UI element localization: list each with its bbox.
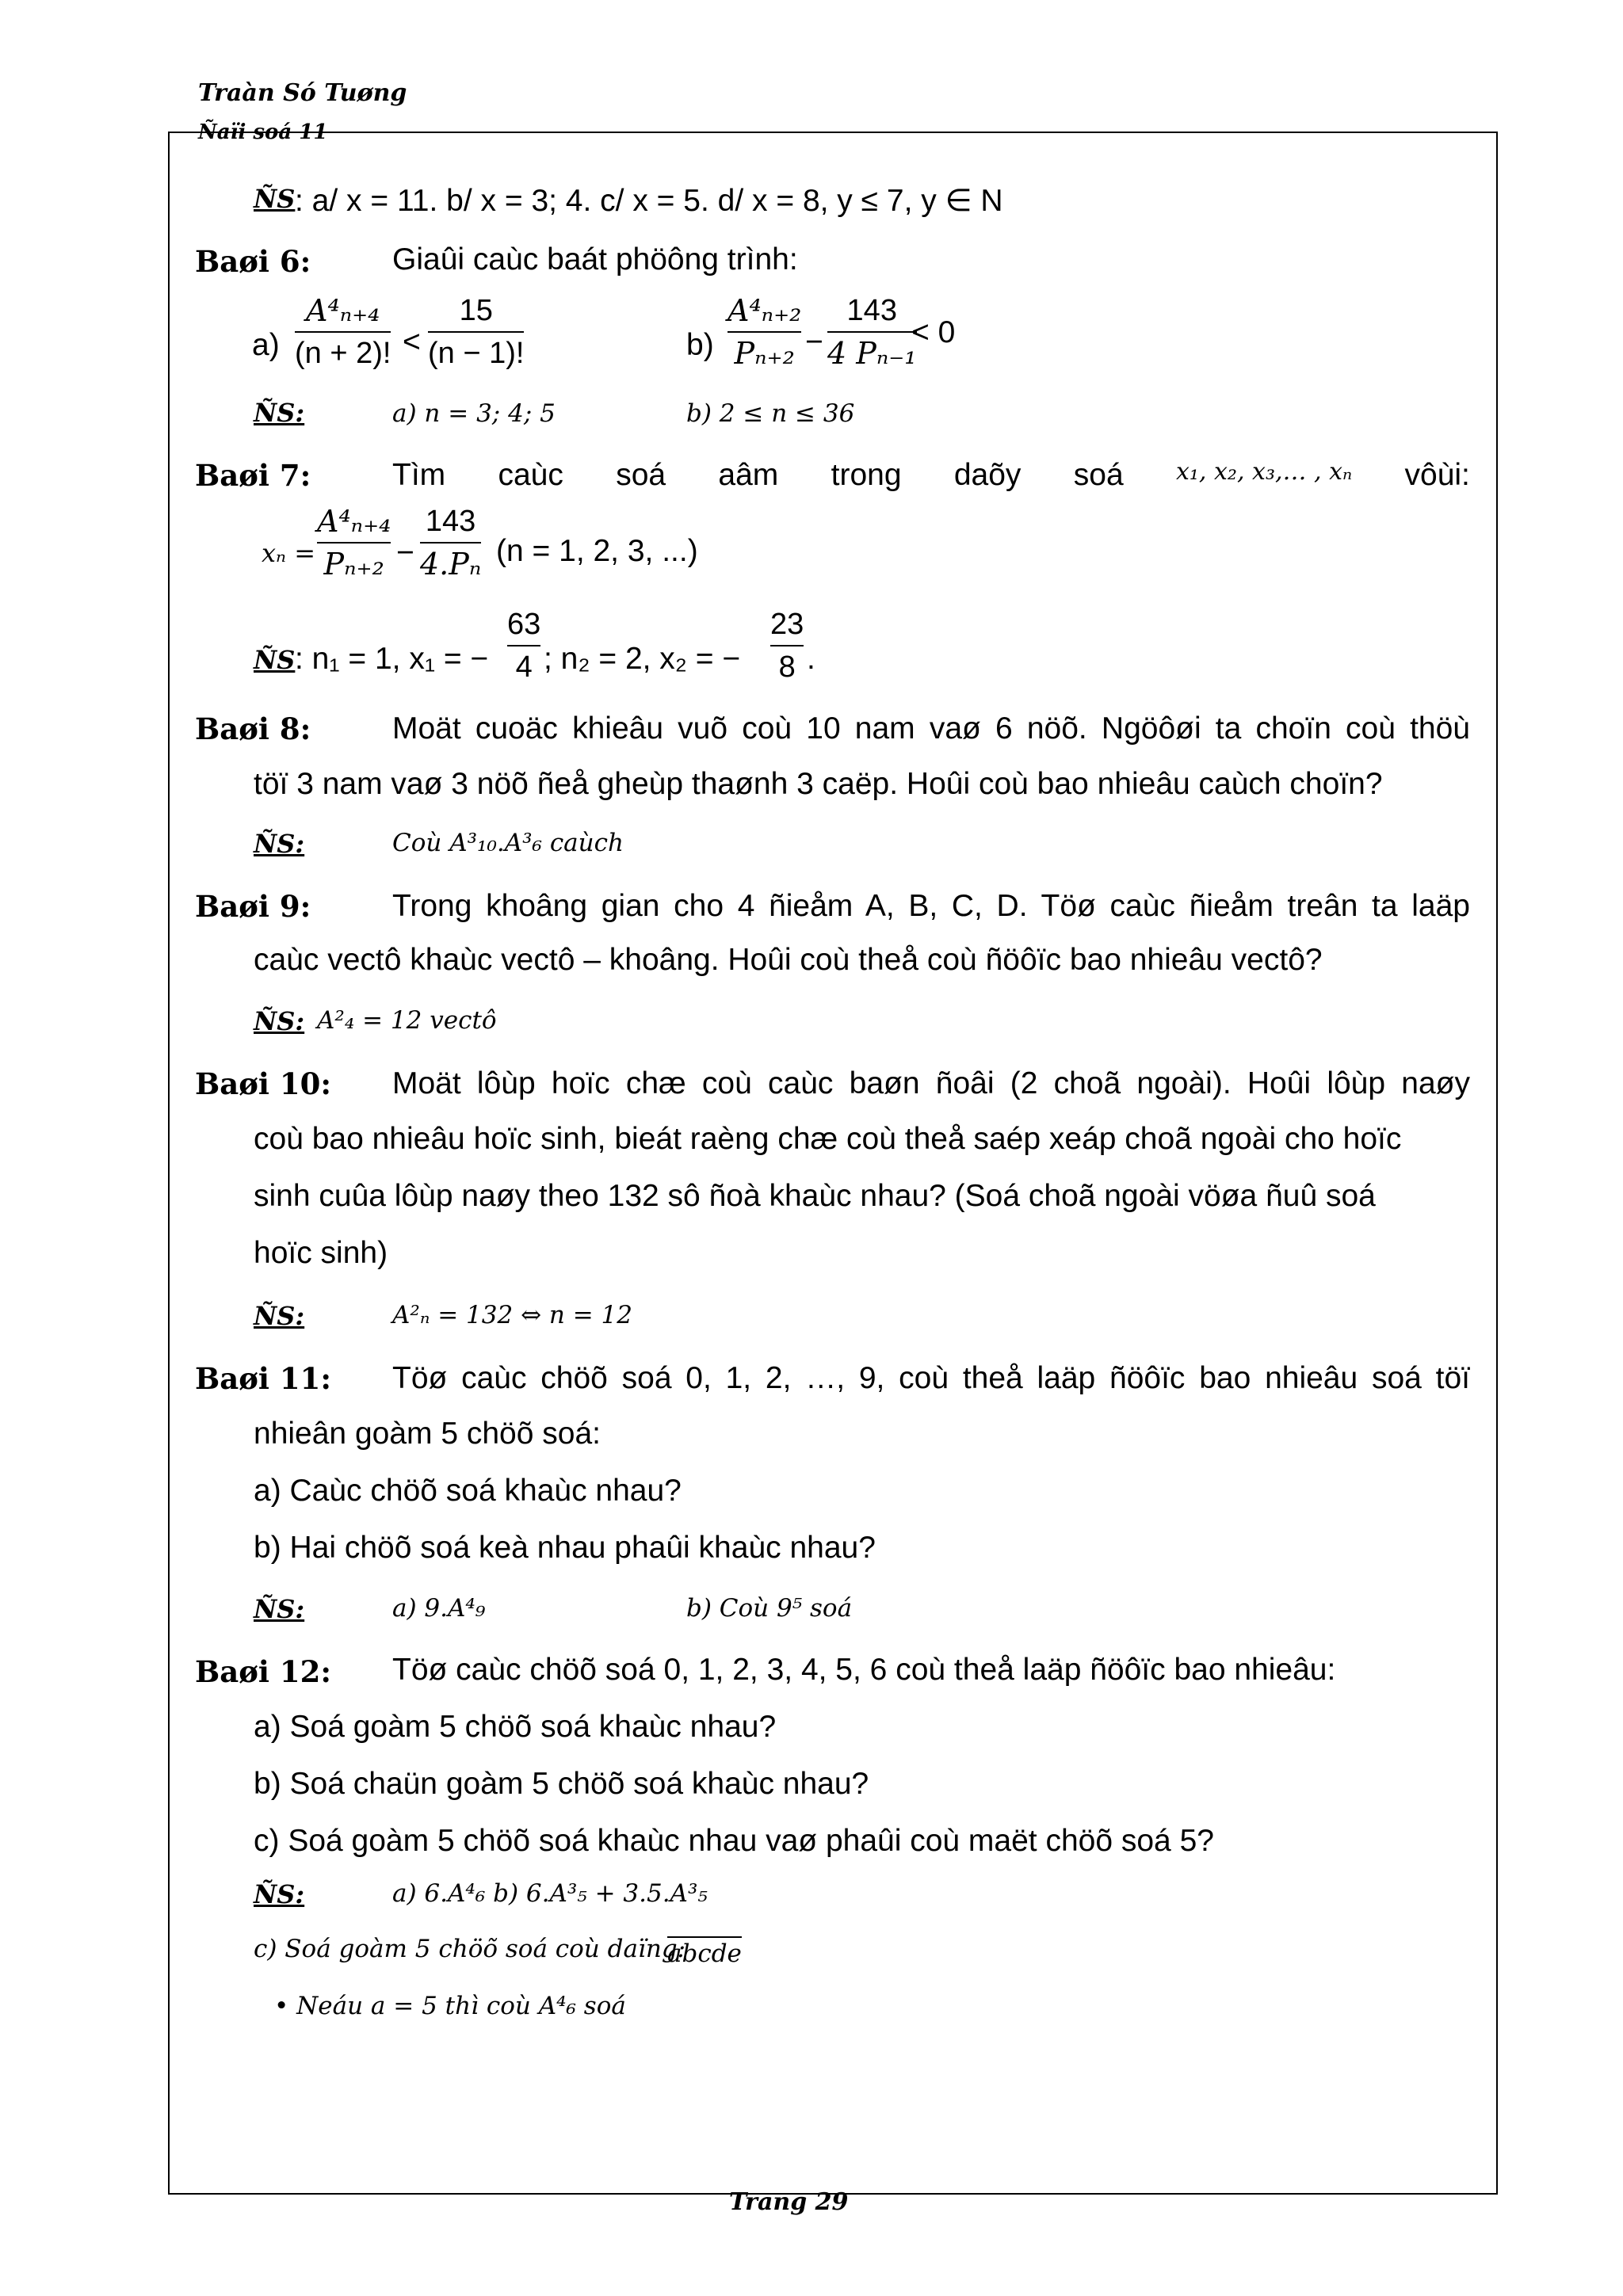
ex6-answer-b: b) 2 ≤ n ≤ 36 [686, 399, 855, 428]
ex11-line1: Töø caùc chöõ soá 0, 1, 2, …, 9, coù theå laäp ñöôïc bao nhieâu soá töï [392, 1361, 1470, 1395]
fraction-bar [428, 331, 524, 333]
ex7-ans-den1: 4 [515, 650, 533, 684]
ex7-op: − [396, 536, 414, 570]
fraction-bar [727, 331, 801, 333]
ex10-answer: A²ₙ = 132 ⇔ n = 12 [392, 1301, 633, 1329]
ex6-a-fraction-2 [428, 293, 524, 371]
ex6-a-num2: 15 [459, 294, 493, 327]
ex7-word: daõy [953, 458, 1022, 492]
ex11-answer-tag: ÑS: [254, 1594, 305, 1624]
ex6-a-den1: (n + 2)! [295, 337, 391, 370]
ex10-line2: coù bao nhieâu hoïc sinh, bieát raèng chæ coù theå saép xeáp choã ngoài cho hoïc [254, 1122, 1402, 1156]
ex11-answer-b: b) Coù 9⁵ soá [686, 1594, 853, 1623]
exercise-7-prompt [392, 458, 1470, 493]
ex9-line2: caùc vectô khaùc vectô – khoâng. Hoûi coù theå coù ñöôïc bao nhieâu vectô? [254, 943, 1323, 977]
ex6-a-op: < [403, 325, 421, 359]
ex8-line2: töï 3 nam vaø 3 nöõ ñeå gheùp thaønh 3 caëp. Hoûi coù bao nhieâu caùch choïn? [254, 767, 1383, 801]
ex11-line2: nhieân goàm 5 chöõ soá: [254, 1417, 601, 1451]
ex6-b-prefix: b) [686, 328, 714, 362]
ex10-line1: Moät lôùp hoïc chæ coù caùc baøn ñoâi (2 choã ngoài). Hoûi lôùp naøy [392, 1066, 1470, 1100]
ex7-answer-part1: : n₁ = 1, x₁ = − [295, 642, 489, 676]
ex7-answer-fraction-2 [770, 607, 804, 685]
exercise-6-prompt: Giaûi caùc baát phöông trình: [392, 242, 798, 277]
ex7-num1: A⁴ₙ₊₄ [317, 504, 391, 539]
ex8-answer-tag: ÑS: [254, 829, 305, 859]
ex7-tail: (n = 1, 2, 3, ...) [496, 534, 698, 568]
ex7-sequence: x₁, x₂, x₃,… , xₙ [1175, 458, 1353, 486]
ex6-b-den2: 4 Pₙ₋₁ [827, 336, 917, 371]
ex11-answer-a: a) 9.A⁴₉ [392, 1594, 486, 1623]
top-answer-text: : a/ x = 11. b/ x = 3; 4. c/ x = 5. d/ x = 8, y ≤ 7, y ∈ N [295, 184, 1003, 218]
top-answer-tag: ÑS [254, 184, 296, 214]
exercise-8-label: Baøi 8: [195, 711, 311, 746]
exercise-6-label: Baøi 6: [195, 244, 311, 279]
ex7-ans-num2: 23 [770, 608, 804, 641]
ex12-line1: Töø caùc chöõ soá 0, 1, 2, 3, 4, 5, 6 coù theå laäp ñöôïc bao nhieâu: [392, 1653, 1336, 1687]
ex11-part-a: a) Caùc chöõ soá khaùc nhau? [254, 1474, 682, 1508]
ex12-part-b: b) Soá chaün goàm 5 chöõ soá khaùc nhau? [254, 1767, 869, 1801]
ex7-fraction-1 [317, 504, 391, 582]
ex6-a-prefix: a) [252, 328, 280, 362]
ex6-b-fraction-2 [827, 293, 917, 371]
fraction-bar [420, 542, 481, 543]
ex6-b-tail: < 0 [911, 315, 956, 349]
ex6-b-num2: 143 [846, 294, 897, 327]
ex7-num2: 143 [425, 505, 476, 538]
ex7-fraction-2 [420, 504, 481, 582]
ex7-word: vôùi: [1404, 458, 1470, 492]
fraction-bar [507, 645, 540, 646]
ex7-ans-num1: 63 [507, 608, 541, 641]
ex12-answer-c-form: abcde [667, 1936, 742, 1968]
ex7-word: soá [1073, 458, 1124, 492]
ex7-word: aâm [718, 458, 779, 492]
fraction-bar [770, 645, 804, 646]
ex7-den1: Pₙ₊₂ [323, 547, 384, 582]
ex10-answer-tag: ÑS: [254, 1301, 305, 1331]
ex8-line1: Moät cuoäc khieâu vuõ coù 10 nam vaø 6 nöõ. Ngöôøi ta choïn coù thöù [392, 711, 1470, 746]
ex6-answer-a: a) n = 3; 4; 5 [392, 399, 556, 428]
exercise-12-label: Baøi 12: [195, 1654, 332, 1689]
ex6-b-fraction-1 [727, 293, 801, 371]
ex7-answer-part2: ; n₂ = 2, x₂ = − [544, 642, 741, 676]
header-author: Traàn Só Tuøng [198, 79, 407, 107]
ex6-a-fraction-1 [295, 293, 391, 371]
ex7-word: Tìm [392, 458, 446, 492]
ex12-part-a: a) Soá goàm 5 chöõ soá khaùc nhau? [254, 1710, 777, 1744]
ex7-word: caùc [498, 458, 563, 492]
ex9-answer: A²₄ = 12 vectô [317, 1006, 497, 1035]
ex8-answer: Coù A³₁₀.A³₆ caùch [392, 829, 624, 857]
ex6-a-den2: (n − 1)! [428, 337, 525, 370]
ex7-lhs: xₙ = [262, 538, 315, 568]
ex12-answer-tag: ÑS: [254, 1879, 305, 1909]
header-subject: Ñaïi soá 11 [198, 120, 328, 144]
ex10-line4: hoïc sinh) [254, 1236, 388, 1270]
ex6-b-num1: A⁴ₙ₊₂ [727, 293, 802, 328]
exercise-11-label: Baøi 11: [195, 1361, 332, 1396]
ex6-b-den1: Pₙ₊₂ [734, 336, 795, 371]
exercise-7-label: Baøi 7: [195, 458, 311, 493]
fraction-bar [295, 331, 391, 333]
fraction-bar [827, 331, 917, 333]
ex11-part-b: b) Hai chöõ soá keà nhau phaûi khaùc nhau? [254, 1531, 876, 1565]
ex9-answer-tag: ÑS: [254, 1006, 305, 1036]
ex12-bullet: • Neáu a = 5 thì coù A⁴₆ soá [274, 1992, 626, 2020]
ex7-answer-fraction-1 [507, 607, 540, 685]
ex7-ans-den2: 8 [778, 650, 796, 684]
ex10-line3: sinh cuûa lôùp naøy theo 132 sô ñoà khaùc nhau? (Soá choã ngoài vöøa ñuû soá [254, 1179, 1376, 1213]
ex6-answer-tag: ÑS: [254, 398, 305, 428]
ex7-answer-tag: ÑS [254, 645, 296, 675]
fraction-bar [317, 542, 391, 543]
ex6-a-num1: A⁴ₙ₊₄ [306, 293, 380, 328]
ex9-line1: Trong khoâng gian cho 4 ñieåm A, B, C, D. Töø caùc ñieåm treân ta laäp [392, 889, 1470, 923]
ex7-den2: 4.Pₙ [420, 547, 482, 582]
ex12-answer-c: c) Soá goàm 5 chöõ soá coù daïng: [254, 1935, 686, 1963]
exercise-10-label: Baøi 10: [195, 1066, 332, 1101]
ex6-b-op: − [805, 325, 823, 359]
ex12-part-c: c) Soá goàm 5 chöõ soá khaùc nhau vaø phaûi coù maët chöõ soá 5? [254, 1824, 1214, 1858]
ex7-word: trong [831, 458, 902, 492]
ex12-answer-ab: a) 6.A⁴₆ b) 6.A³₅ + 3.5.A³₅ [392, 1879, 708, 1908]
page-number: Trang 29 [729, 2188, 849, 2216]
ex7-answer-end: . [807, 642, 815, 676]
page-frame [168, 132, 1498, 2195]
exercise-9-label: Baøi 9: [195, 889, 311, 924]
ex7-word: soá [616, 458, 666, 492]
